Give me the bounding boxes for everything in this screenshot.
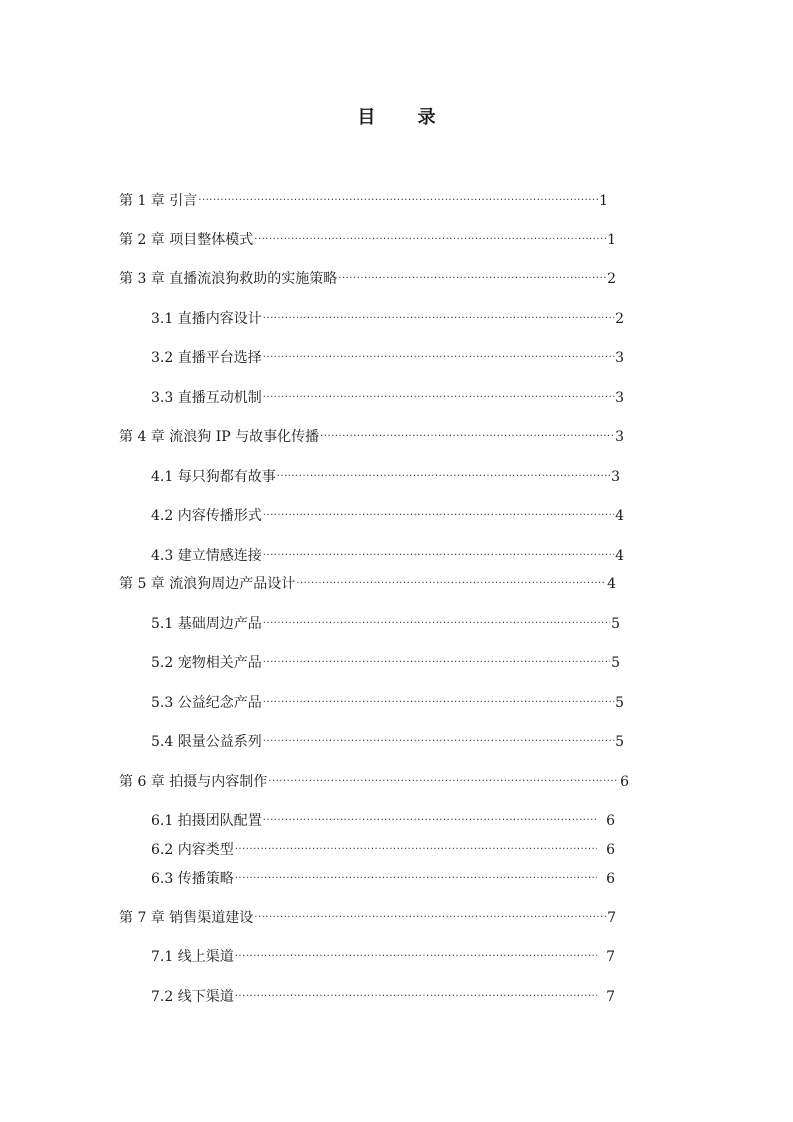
toc-entry-chapter-3[interactable] [119,269,616,289]
toc-entry-section-3-1[interactable] [151,309,624,329]
toc-page-number: 7 [606,989,615,1005]
toc-page-number: 5 [615,695,624,711]
toc-entry-text: 6.3 传播策略 [151,871,234,887]
toc-page-number: 2 [607,271,616,287]
dot-leader [263,309,614,329]
dot-leader [263,732,614,752]
toc-title: 目 录 [357,107,454,128]
toc-entry-text: 3.2 直播平台选择 [151,350,262,366]
toc-entry-text: 6.1 拍摄团队配置 [151,813,262,829]
toc-page-number: 6 [620,774,629,790]
dot-leader [263,614,610,634]
toc-entry-section-4-1[interactable] [151,467,620,487]
dot-leader [235,840,597,860]
toc-page-number: 7 [606,949,615,965]
toc-page-number: 5 [611,655,620,671]
toc-page-number: 3 [611,469,620,485]
toc-entry-section-6-3[interactable] [151,869,615,889]
toc-entry-text: 7.1 线上渠道 [151,949,234,965]
toc-entry-section-4-3[interactable] [151,546,624,566]
toc-entry-text: 5.2 宠物相关产品 [151,655,262,671]
dot-leader [254,230,606,250]
dot-leader [235,987,597,1007]
toc-entry-text: 5.3 公益纪念产品 [151,695,262,711]
dot-leader [263,693,614,713]
toc-entry-section-6-1[interactable] [151,811,615,831]
dot-leader [263,546,614,566]
toc-entry-chapter-5[interactable] [119,574,616,594]
toc-entry-text: 4.1 每只狗都有故事 [151,469,276,485]
toc-page-number: 3 [615,390,624,406]
toc-entry-text: 5.4 限量公益系列 [151,734,262,750]
toc-entry-chapter-1[interactable] [119,191,608,211]
dot-leader [254,908,606,928]
toc-entry-section-5-1[interactable] [151,614,620,634]
toc-entry-section-7-2[interactable] [151,987,615,1007]
toc-page-number: 5 [615,734,624,750]
toc-page-number: 6 [606,871,615,887]
toc-entry-section-6-2[interactable] [151,840,615,860]
toc-page-number: 4 [607,576,616,592]
toc-page-number: 6 [606,842,615,858]
dot-leader [235,869,597,889]
toc-entry-text: 第 2 章 项目整体模式 [119,232,254,248]
toc-entry-text: 第 4 章 流浪狗 IP 与故事化传播 [119,429,320,445]
toc-page-number: 4 [615,548,624,564]
toc-entry-section-5-4[interactable] [151,732,624,752]
toc-entry-chapter-7[interactable] [119,908,616,928]
toc-page-number: 7 [607,910,616,926]
dot-leader [296,574,606,594]
toc-page-number: 2 [615,311,624,327]
toc-entry-text: 3.3 直播互动机制 [151,390,262,406]
toc-page-number: 1 [599,193,608,209]
dot-leader [263,348,614,368]
toc-entry-chapter-4[interactable] [119,427,624,447]
toc-entry-text: 7.2 线下渠道 [151,989,234,1005]
toc-entry-section-4-2[interactable] [151,506,624,526]
dot-leader [277,467,610,487]
dot-leader [268,772,619,792]
toc-entry-text: 3.1 直播内容设计 [151,311,262,327]
toc-entry-section-5-2[interactable] [151,653,620,673]
toc-entry-text: 第 1 章 引言 [119,193,198,209]
toc-page-number: 6 [606,813,615,829]
toc-page-number: 3 [615,350,624,366]
toc-page-number: 1 [607,232,616,248]
dot-leader [263,653,610,673]
dot-leader [263,388,614,408]
toc-entry-text: 4.3 建立情感连接 [151,548,262,564]
dot-leader [263,506,614,526]
toc-page-number: 3 [615,429,624,445]
toc-entry-section-5-3[interactable] [151,693,624,713]
toc-page-number: 5 [611,616,620,632]
toc-entry-section-3-2[interactable] [151,348,624,368]
dot-leader [198,191,598,211]
toc-entry-text: 第 6 章 拍摄与内容制作 [119,774,268,790]
toc-entry-chapter-6[interactable] [119,772,629,792]
dot-leader [235,947,597,967]
toc-entry-section-3-3[interactable] [151,388,624,408]
toc-entry-chapter-2[interactable] [119,230,616,250]
dot-leader [338,269,606,289]
toc-entry-text: 5.1 基础周边产品 [151,616,262,632]
toc-entry-text: 第 7 章 销售渠道建设 [119,910,254,926]
dot-leader [320,427,614,447]
toc-entry-section-7-1[interactable] [151,947,615,967]
dot-leader [263,811,597,831]
toc-entry-text: 4.2 内容传播形式 [151,508,262,524]
toc-entry-text: 6.2 内容类型 [151,842,234,858]
toc-entry-text: 第 3 章 直播流浪狗救助的实施策略 [119,271,338,287]
toc-page-number: 4 [615,508,624,524]
toc-entry-text: 第 5 章 流浪狗周边产品设计 [119,576,296,592]
